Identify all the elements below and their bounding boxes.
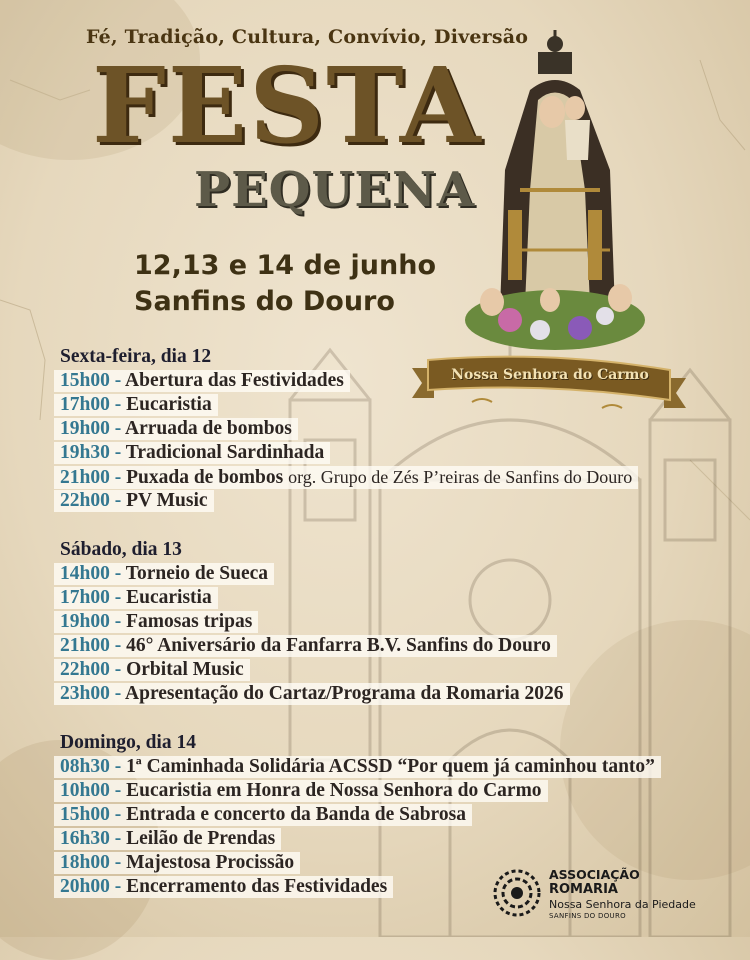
event-time: 21h00 — [60, 635, 110, 656]
separator: - — [109, 442, 126, 463]
schedule-row — [54, 683, 570, 705]
schedule-row — [54, 635, 557, 657]
organizer-name-line3: Nossa Senhora da Piedade — [549, 898, 696, 911]
event-desc: 1ª Caminhada Solidária ACSSD “Por quem já caminhou tanto” — [126, 756, 655, 777]
separator: - — [109, 467, 127, 488]
event-subtitle: PEQUENA — [194, 162, 476, 218]
event-desc: Majestosa Procissão — [126, 852, 295, 873]
event-time: 19h00 — [60, 611, 110, 632]
separator: - — [109, 563, 126, 584]
separator: - — [109, 683, 126, 704]
separator: - — [109, 587, 127, 608]
day-heading-friday: Sexta-feira, dia 12 — [60, 346, 212, 367]
separator: - — [109, 852, 127, 873]
separator: - — [109, 876, 127, 897]
event-time: 23h00 — [60, 683, 110, 704]
separator: - — [109, 780, 127, 801]
day-heading-saturday: Sábado, dia 13 — [60, 539, 182, 560]
event-desc: Encerramento das Festividades — [126, 876, 388, 897]
event-time: 20h00 — [60, 876, 110, 897]
swirl-logo-icon — [493, 869, 541, 917]
schedule-row — [54, 587, 218, 609]
separator: - — [109, 635, 127, 656]
event-time: 21h00 — [60, 467, 110, 488]
event-time: 22h00 — [60, 659, 110, 680]
event-time: 08h30 — [60, 756, 110, 777]
event-desc: Eucaristia — [126, 394, 212, 415]
event-title: FESTA — [92, 44, 483, 167]
schedule-row — [54, 756, 661, 778]
schedule-row — [54, 611, 258, 633]
patron-banner-text: Nossa Senhora do Carmo — [451, 367, 649, 383]
schedule-row — [54, 804, 472, 826]
schedule-row — [54, 370, 350, 392]
day-heading-sunday: Domingo, dia 14 — [60, 732, 196, 753]
tagline: Fé, Tradição, Cultura, Convívio, Diversão — [86, 26, 529, 48]
event-time: 17h00 — [60, 394, 110, 415]
event-desc: Puxada de bombos — [126, 467, 284, 488]
event-desc: Famosas tripas — [126, 611, 253, 632]
event-time: 19h30 — [60, 442, 110, 463]
event-time: 15h00 — [60, 804, 110, 825]
schedule-row — [54, 466, 638, 489]
event-desc: 46° Aniversário da Fanfarra B.V. Sanfins do Douro — [126, 635, 551, 656]
event-desc: Abertura das Festividades — [125, 370, 344, 391]
event-desc: Entrada e concerto da Banda de Sabrosa — [126, 804, 466, 825]
schedule-row — [54, 442, 330, 464]
organizer-name-line2: ROMARIA — [549, 882, 618, 897]
event-time: 22h00 — [60, 490, 110, 511]
event-desc: Eucaristia — [126, 587, 212, 608]
event-desc: Torneio de Sueca — [125, 563, 269, 584]
event-desc: Arruada de bombos — [125, 418, 292, 439]
separator: - — [109, 611, 127, 632]
separator: - — [109, 418, 126, 439]
schedule-row — [54, 563, 274, 585]
event-time: 14h00 — [60, 563, 110, 584]
schedule-row — [54, 394, 218, 416]
event-time: 15h00 — [60, 370, 110, 391]
schedule-row — [54, 490, 214, 512]
schedule-row — [54, 852, 300, 874]
event-time: 10h00 — [60, 780, 110, 801]
schedule-row — [54, 828, 281, 850]
schedule-row — [54, 659, 250, 681]
event-time: 19h00 — [60, 418, 110, 439]
separator: - — [109, 370, 126, 391]
event-desc: Eucaristia em Honra de Nossa Senhora do Carmo — [126, 780, 542, 801]
event-time: 17h00 — [60, 587, 110, 608]
schedule-row — [54, 418, 298, 440]
separator: - — [109, 659, 127, 680]
event-desc: Orbital Music — [126, 659, 244, 680]
organizer-name-line1: ASSOCIAÇÃO — [549, 867, 640, 882]
schedule-row — [54, 780, 548, 802]
event-time: 18h00 — [60, 852, 110, 873]
event-dates: 12,13 e 14 de junho — [134, 250, 436, 281]
statue-icon — [450, 30, 660, 370]
organizer-location: SANFINS DO DOURO — [549, 912, 626, 920]
separator: - — [109, 490, 127, 511]
event-desc: Leilão de Prendas — [126, 828, 276, 849]
separator: - — [109, 828, 127, 849]
schedule-row — [54, 876, 393, 898]
separator: - — [109, 756, 127, 777]
event-desc: PV Music — [126, 490, 208, 511]
event-desc: Apresentação do Cartaz/Programa da Romaria 2026 — [125, 683, 564, 704]
event-time: 16h30 — [60, 828, 110, 849]
event-place: Sanfins do Douro — [134, 286, 395, 317]
event-organizer-note: org. Grupo de Zés P’reiras de Sanfins do Douro — [288, 467, 633, 487]
separator: - — [109, 394, 127, 415]
separator: - — [109, 804, 127, 825]
event-desc: Tradicional Sardinhada — [125, 442, 325, 463]
